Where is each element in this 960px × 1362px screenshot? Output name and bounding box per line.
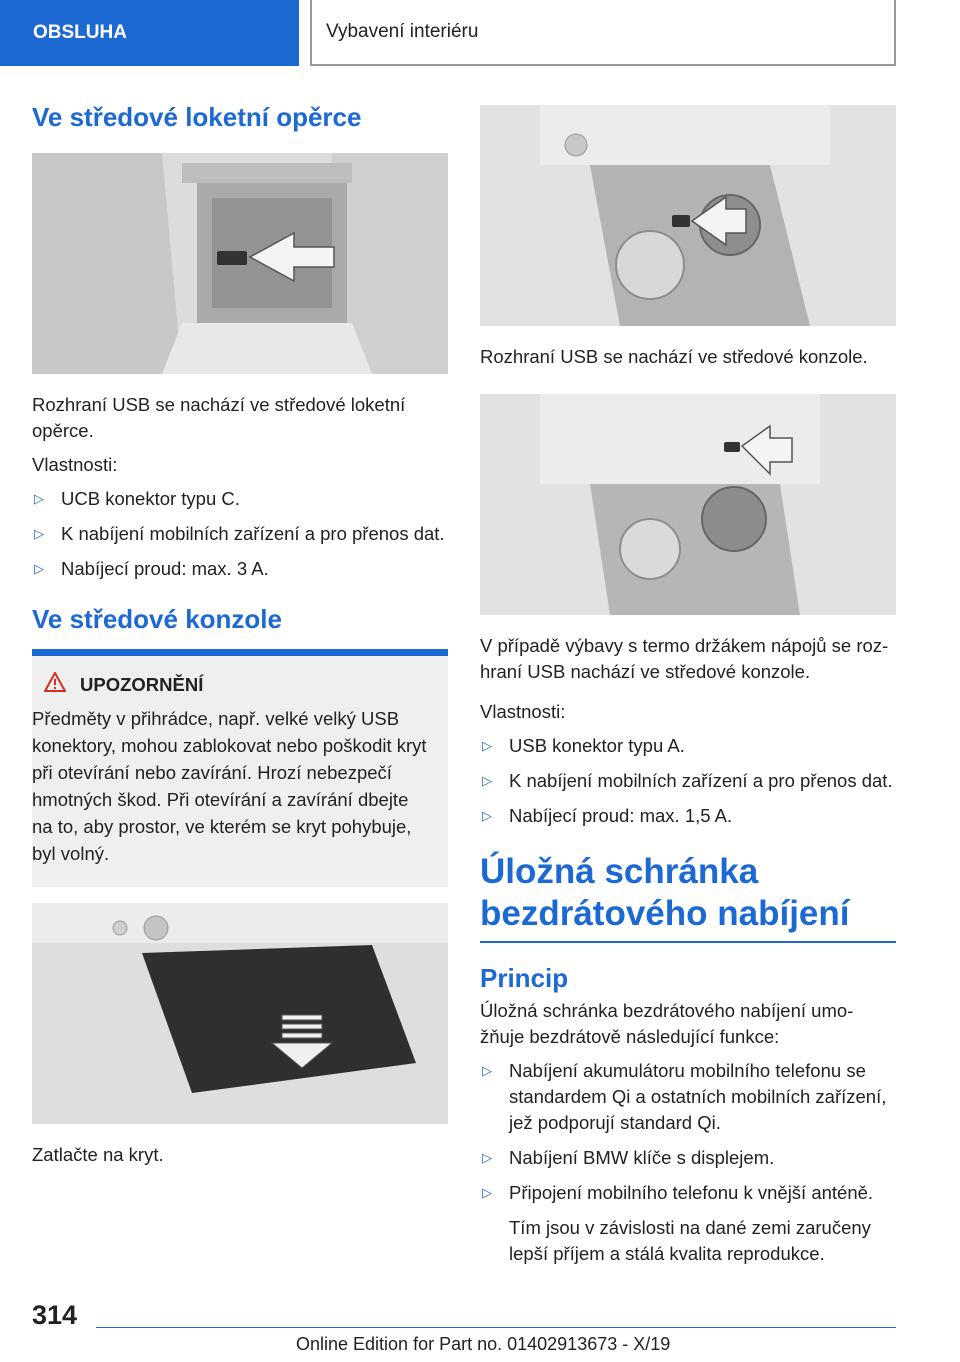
list-item: ▷ UCB konektor typu C. xyxy=(32,486,448,512)
caption-push-cover: Zatlačte na kryt. xyxy=(32,1144,164,1165)
photo-armrest-usb xyxy=(32,153,448,374)
header-section-label: OBSLUHA xyxy=(33,22,127,43)
props-label-right: Vlastnosti: xyxy=(480,701,566,722)
caption-armrest: Rozhraní USB se nachází ve středové loketní opěrce. xyxy=(32,394,406,441)
bullet-arrow-icon: ▷ xyxy=(482,738,492,753)
right-column xyxy=(480,105,896,1275)
bullet-arrow-icon: ▷ xyxy=(482,773,492,788)
footer-rule xyxy=(96,1327,896,1328)
warning-box xyxy=(32,656,448,887)
warning-title: UPOZORNĚNÍ xyxy=(80,673,204,695)
bullet-arrow-icon: ▷ xyxy=(482,1150,492,1165)
header-title: Vybavení interiéru xyxy=(326,21,479,42)
photo-console-usb xyxy=(480,105,896,326)
warning-triangle-icon xyxy=(44,672,66,697)
props-list-right xyxy=(480,733,896,829)
bullet-arrow-icon: ▷ xyxy=(482,1185,492,1200)
left-column xyxy=(32,96,448,1176)
heading-rule xyxy=(480,941,896,943)
caption-console-usb: Rozhraní USB se nachází ve středové konzole. xyxy=(480,346,868,367)
bullet-arrow-icon: ▷ xyxy=(482,808,492,823)
list-item: ▷ K nabíjení mobilních zařízení a pro přenos dat. xyxy=(480,768,896,794)
props-list-left xyxy=(32,486,448,582)
header-title-box xyxy=(310,0,896,66)
header-section-tab xyxy=(0,0,299,66)
features-list xyxy=(480,1058,896,1206)
photo-console-cover xyxy=(32,903,448,1124)
bullet-arrow-icon: ▷ xyxy=(34,491,44,506)
list-item: ▷ K nabíjení mobilních zařízení a pro přenos dat. xyxy=(32,521,448,547)
photo-thermo-holder xyxy=(480,394,896,615)
heading-principle: Princip xyxy=(480,963,569,993)
list-item: ▷ Nabíjecí proud: max. 1,5 A. xyxy=(480,803,896,829)
list-item: ▷ Nabíjení BMW klíče s displejem. xyxy=(480,1145,896,1171)
bullet-arrow-icon: ▷ xyxy=(34,526,44,541)
features-note: Tím jsou v závislosti na dané zemi zaručeny lepší příjem a stálá kvalita reprodukce. xyxy=(509,1217,871,1264)
bullet-arrow-icon: ▷ xyxy=(34,561,44,576)
list-item: ▷ Nabíjecí proud: max. 3 A. xyxy=(32,556,448,582)
footer-edition: Online Edition for Part no. 01402913673 - X/19 xyxy=(296,1334,671,1354)
bullet-arrow-icon: ▷ xyxy=(482,1063,492,1078)
page-number: 314 xyxy=(32,1300,78,1330)
heading-armrest: Ve středové loketní opěrce xyxy=(32,102,362,132)
list-item: ▷ USB konektor typu A. xyxy=(480,733,896,759)
props-label-left: Vlastnosti: xyxy=(32,454,118,475)
warning-text: Předměty v přihrádce, např. velké velký USB konektory, mohou zablokovat nebo poškodit kryt při otevírání nebo zavírání. Hrozí nebezpečí hmotných škod. Při otevírání a zavírání dbejte na to, aby prostor, ve kterém se kryt pohybuje, byl volný. xyxy=(32,708,427,864)
warning-header xyxy=(32,672,434,697)
intro-text: Úložná schránka bezdrátového nabíjení umo‐žňuje bezdrátově následující funkce: xyxy=(480,1000,854,1047)
caption-thermo-holder: V případě výbavy s termo držákem nápojů se roz‐hraní USB nachází ve středové konzole. xyxy=(480,635,889,682)
list-item: ▷ Nabíjení akumulátoru mobilního telefonu se standardem Qi a ostatních mobilních zařízení, jež podporují standard Qi. xyxy=(482,1060,887,1133)
heading-console: Ve středové konzole xyxy=(32,604,282,634)
heading-wireless-charging: Úložná schránka bezdrátového nabíjení xyxy=(480,852,850,933)
list-item: ▷ Připojení mobilního telefonu k vnější anténě. xyxy=(480,1180,896,1206)
warning-bar xyxy=(32,649,448,656)
